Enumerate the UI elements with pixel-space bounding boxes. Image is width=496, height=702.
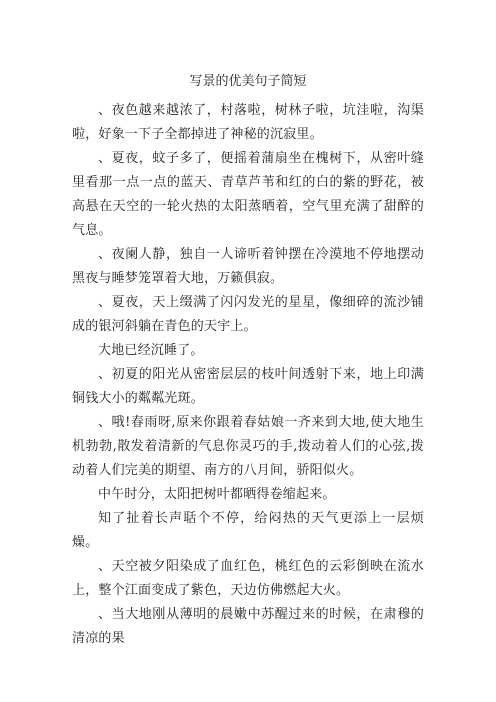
paragraph: 、夏夜，蚊子多了，便摇着蒲扇坐在槐树下，从密叶缝里看那一点一点的蓝天、青草芦苇和红的白的紫的野花，被高悬在天空的一轮火热的太阳蒸晒着，空气里充满了甜醉的气息。 <box>72 151 424 238</box>
paragraph: 、夜阑人静，独自一人谛听着钟摆在冷漠地不停地摆动黑夜与睡梦笼罩着大地，万籁俱寂。 <box>72 247 424 286</box>
paragraph: 、当大地刚从薄明的晨嫩中苏醒过来的时候，在肃穆的清凉的果 <box>72 607 424 646</box>
paragraph: 大地已经沉睡了。 <box>98 343 204 358</box>
document-title: 写景的优美句子简短 <box>189 74 307 89</box>
paragraph: 知了扯着长声聒个不停，给闷热的天气更添上一层烦燥。 <box>72 511 424 550</box>
paragraph: 、初夏的阳光从密密层层的枝叶间透射下来，地上印满铜钱大小的粼粼光斑。 <box>72 367 424 406</box>
paragraph: 、夜色越来越浓了，村落啦，树林子啦，坑洼啦，沟渠啦，好象一下子全都掉进了神秘的沉寂里。 <box>72 103 424 142</box>
paragraph: 、哦!春雨呀,原来你跟着春姑娘一齐来到大地,使大地生机勃勃,散发着清新的气息你灵巧的手,拨动着人们的心弦,拨动着人们完美的期望、南方的八月间，骄阳似火。 <box>72 415 424 478</box>
paragraph: 、天空被夕阳染成了血红色，桃红色的云彩倒映在流水上，整个江面变成了紫色，天边仿佛燃起大火。 <box>72 559 424 598</box>
paragraph: 、夏夜，天上缀满了闪闪发光的星星，像细碎的流沙铺成的银河斜躺在青色的天宇上。 <box>72 295 424 334</box>
paragraph: 中午时分，太阳把树叶都晒得卷缩起来。 <box>98 487 336 502</box>
